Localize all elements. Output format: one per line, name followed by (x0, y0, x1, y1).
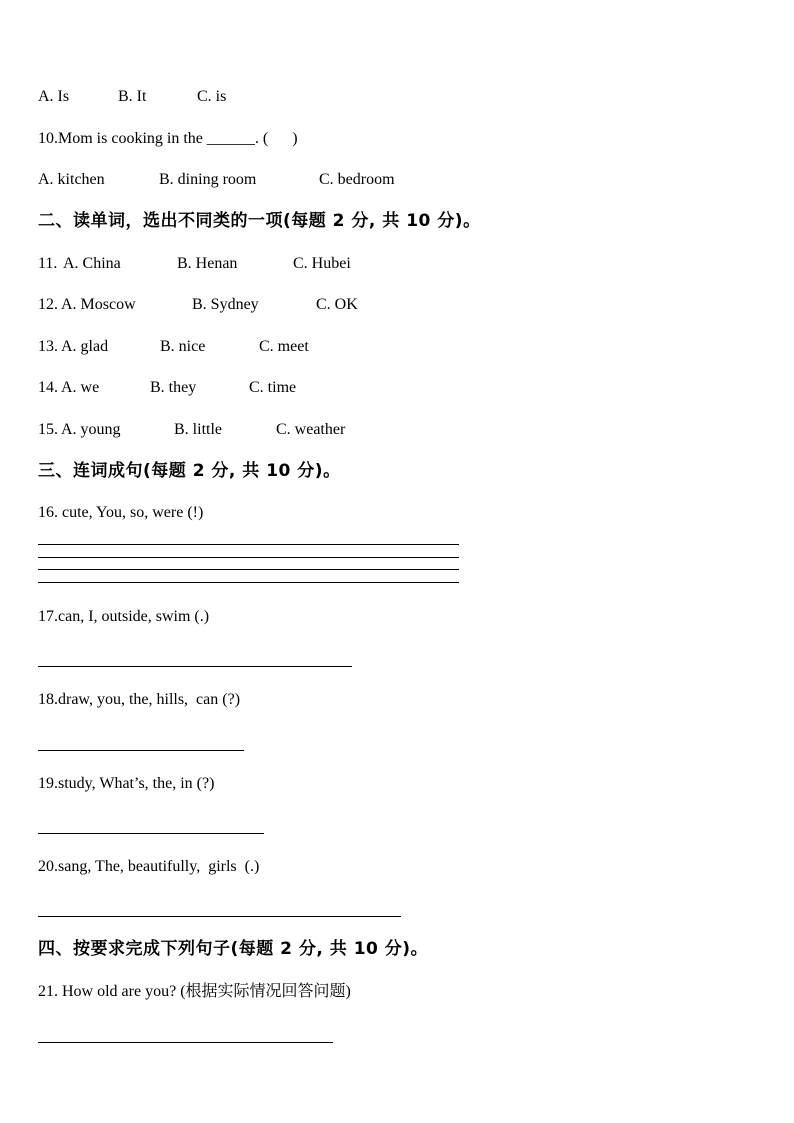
q13-option-a: A. glad (61, 338, 109, 355)
q21-prompt: 21. How old are you? (根据实际情况回答问题) (38, 983, 351, 1000)
q10-stem: 10.Mom is cooking in the ______. ( ) (38, 130, 298, 147)
section-4-title: 四、按要求完成下列句子(每题 2 分, 共 10 分)。 (38, 939, 429, 959)
q11-option-b: B. Henan (177, 255, 238, 272)
q9-option-a: A. Is (38, 88, 70, 105)
q15-number: 15. (38, 421, 58, 438)
q12-option-c: C. OK (316, 296, 358, 313)
q19-answer-line (38, 833, 264, 834)
q16-answer-line-2 (38, 557, 459, 558)
q16-prompt: 16. cute, You, so, were (!) (38, 504, 204, 521)
q14-option-a: A. we (61, 379, 100, 396)
q13-option-b: B. nice (160, 338, 206, 355)
q12-option-a: A. Moscow (61, 296, 136, 313)
q10-option-a: A. kitchen (38, 171, 105, 188)
q12-option-b: B. Sydney (192, 296, 259, 313)
q11-option-a: A. China (63, 255, 121, 272)
q20-prompt: 20.sang, The, beautifully, girls (.) (38, 858, 260, 875)
q17-prompt: 17.can, I, outside, swim (.) (38, 608, 210, 625)
q15-option-a: A. young (61, 421, 121, 438)
q9-option-b: B. It (118, 88, 147, 105)
q14-number: 14. (38, 379, 58, 396)
q12-number: 12. (38, 296, 58, 313)
q10-option-c: C. bedroom (319, 171, 395, 188)
q19-prompt: 19.study, What’s, the, in (?) (38, 775, 215, 792)
q11-number: 11. (38, 255, 62, 272)
q16-answer-line-4 (38, 582, 459, 583)
q13-option-c: C. meet (259, 338, 309, 355)
q9-option-c: C. is (197, 88, 227, 105)
section-3-title: 三、连词成句(每题 2 分, 共 10 分)。 (38, 461, 341, 481)
q20-answer-line (38, 916, 401, 917)
q18-answer-line (38, 750, 244, 751)
q17-answer-line (38, 666, 352, 667)
q16-answer-line-3 (38, 569, 459, 570)
q10-option-b: B. dining room (159, 171, 257, 188)
q15-option-c: C. weather (276, 421, 346, 438)
q14-option-c: C. time (249, 379, 297, 396)
section-2-title: 二、读单词，选出不同类的一项(每题 2 分, 共 10 分)。 (38, 211, 481, 231)
q21-answer-line (38, 1042, 333, 1043)
q18-prompt: 18.draw, you, the, hills, can (?) (38, 691, 241, 708)
q11-option-c: C. Hubei (293, 255, 351, 272)
q15-option-b: B. little (174, 421, 222, 438)
q16-answer-line-1 (38, 544, 459, 545)
q13-number: 13. (38, 338, 58, 355)
q14-option-b: B. they (150, 379, 197, 396)
